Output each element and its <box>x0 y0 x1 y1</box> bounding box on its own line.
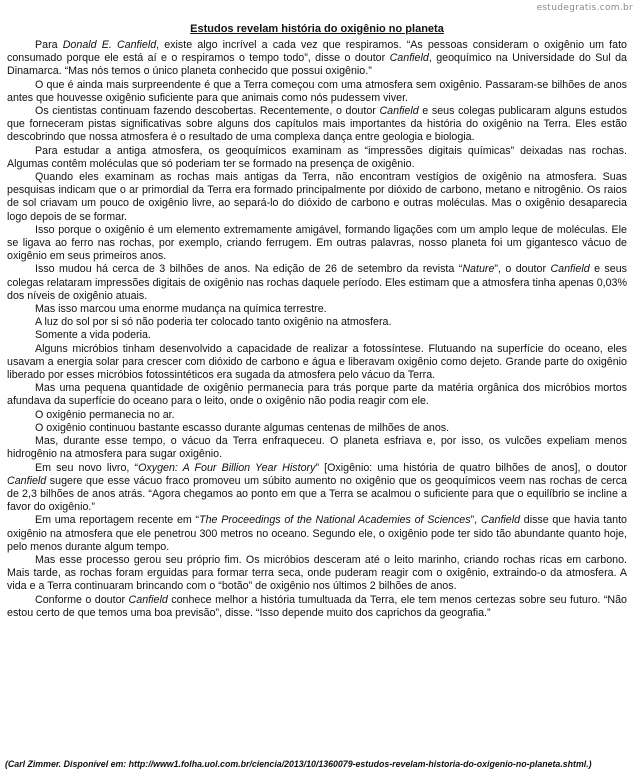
text-run: Em uma reportagem recente em “ <box>35 514 200 527</box>
article <box>7 22 627 620</box>
source-citation: (Carl Zimmer. Disponível em: http://www1.folha.uol.com.br/ciencia/2013/10/1360079-estudos-revelam-historia-do-oxigenio-no-planeta.shtml.) <box>5 759 592 769</box>
text-run: Isso porque o oxigênio é um elemento extremamente amigável, formando ligações com um amplo leque de moléculas. Ele se ligava ao ferro nas rochas, por exemplo, criando ferrugem. Em outras palavras, nosso planeta foi um gigantesco vácuo de oxigênio em seus primeiros anos. <box>7 223 627 263</box>
italic-run: Canfield <box>7 474 47 487</box>
text-run: Para estudar a antiga atmosfera, os geoquímicos examinam as “impressões digitais químicas” deixadas nas rochas. Algumas contêm moléculas que só poderiam ter se formado na presença de oxigênio. <box>7 144 627 170</box>
paragraph <box>7 343 627 383</box>
text-run: conhece melhor a história tumultuada da Terra, ele tem menos certezas sobre seu futuro. “Não estou certo de que temos uma boa previsão”, disse. “Isso depende muito dos caprichos da geografia.” <box>7 593 627 619</box>
italic-run: Canfield <box>480 514 521 527</box>
text-run: Para <box>35 39 63 51</box>
text-run: A luz do sol por si só não poderia ter colocado tanto oxigênio na atmosfera. <box>35 316 392 329</box>
text-run: , existe algo incrível a cada vez que respiramos. “As pessoas consideram o oxigênio um fato consumado porque ele está aí e o respiramos o tempo todo”, disse o doutor <box>7 39 628 65</box>
italic-run: Oxygen: A Four Billion Year History <box>138 461 316 474</box>
text-run: Os cientistas continuam fazendo descobertas. Recentemente, o doutor <box>35 105 380 118</box>
italic-run: Canfield <box>550 263 590 276</box>
paragraph <box>7 382 627 408</box>
italic-run: Canfield <box>379 105 419 118</box>
text-run: O oxigênio permanecia no ar. <box>35 408 175 421</box>
text-run: O oxigênio continuou bastante escasso durante algumas centenas de milhões de anos. <box>35 421 450 434</box>
text-run: Alguns micróbios tinham desenvolvido a capacidade de realizar a fotossíntese. Flutuando na superfície do oceano, eles usavam a energia solar para crescer com dióxido de carbono e água e liberavam oxigênio como dejeto. Grande parte do oxigênio liberado por esses micróbios fotossintéticos era sugada da atmosfera pelo vácuo da Terra. <box>7 342 627 382</box>
paragraph <box>7 105 627 145</box>
italic-run: Nature <box>462 263 495 276</box>
text-run: Conforme o doutor <box>35 593 129 606</box>
paragraph <box>7 409 627 422</box>
text-run: disse que havia tanto oxigênio na atmosfera que ele penetrou 300 metros no oceano. Segundo ele, o oxigênio pode ter sido tão abundante quanto hoje, pelo menos durante algum tempo. <box>7 514 627 553</box>
paragraph <box>7 39 627 79</box>
paragraph <box>7 329 627 342</box>
paragraph <box>7 263 627 303</box>
paragraph <box>7 303 627 316</box>
paragraph <box>7 594 627 620</box>
paragraph <box>7 422 627 435</box>
article-body <box>7 39 627 620</box>
article-title: Estudos revelam história do oxigênio no planeta <box>190 23 444 35</box>
text-run: O que é ainda mais surpreendente é que a Terra começou com uma atmosfera sem oxigênio. Passaram-se bilhões de anos antes que houvesse oxigênio suficiente para que animais como nós pudessem viver. <box>7 78 627 104</box>
text-run: , geoquímico na Universidade do Sul da Dinamarca. “Mas nós temos o único planeta conhecido que possui oxigênio.” <box>7 52 627 78</box>
paragraph <box>7 435 627 461</box>
italic-run: Donald E. Canfield <box>62 39 157 51</box>
italic-run: The Proceedings of the National Academies of Sciences <box>199 514 471 527</box>
text-run: ” [Oxigênio: uma história de quatro bilhões de anos], o doutor <box>315 461 627 474</box>
italic-run: Canfield <box>389 52 429 65</box>
paragraph <box>7 171 627 224</box>
text-run: Mas esse processo gerou seu próprio fim. Os micróbios desceram até o leito marinho, criando rochas ricas em carbono. Mais tarde, as rochas foram erguidas para formar terra seca, onde puderam reagir com o oxigênio, extraindo-o da atmosfera. A vida e a Terra continuaram brincando com o “botão” de oxigênio nos últimos 2 bilhões de anos. <box>7 553 627 593</box>
paragraph <box>7 554 627 594</box>
text-run: Em seu novo livro, “ <box>35 461 139 474</box>
paragraph <box>7 316 627 329</box>
text-run: Somente a vida poderia. <box>35 329 151 342</box>
paragraph <box>7 514 627 554</box>
text-run: e seus colegas relataram impressões digitais de oxigênio nas rochas daquele período. Eles estimam que a atmosfera tinha apenas 0,03% dos níveis de oxigênio atuais. <box>7 263 627 302</box>
text-run: Quando eles examinam as rochas mais antigas da Terra, não encontram vestígios de oxigênio na atmosfera. Suas pesquisas indicam que o ar primordial da Terra era formado principalmente por dióxido de carbono, metano e nitrogênio. Os raios de sol criavam um pouco de oxigênio livre, ao separá-lo do dióxido de carbono e outras moléculas. Mas o oxigênio desaparecia logo depois de se formar. <box>7 171 627 223</box>
text-run: Isso mudou há cerca de 3 bilhões de anos. Na edição de 26 de setembro da revista “ <box>35 263 463 276</box>
text-run: ”, <box>470 514 481 527</box>
paragraph <box>7 462 627 515</box>
text-run: Mas uma pequena quantidade de oxigênio permanecia para trás porque parte da matéria orgânica dos micróbios mortos afundava da superfície do oceano para o leito, onde o oxigênio não podia reagir com ele. <box>7 382 627 408</box>
paragraph <box>7 145 627 171</box>
text-run: Mas isso marcou uma enorme mudança na química terrestre. <box>35 303 327 316</box>
italic-run: Canfield <box>128 593 168 606</box>
text-run: sugere que esse vácuo fraco promoveu um súbito aumento no oxigênio que os geoquímicos veem nas rochas de cerca de 2,3 bilhões de anos atrás. “Agora chegamos ao ponto em que a Terra se acalmou o suficiente para que o equilíbrio se incline a favor do oxigênio.” <box>7 474 627 514</box>
text-run: ”, o doutor <box>494 263 551 276</box>
text-run: e seus colegas publicaram alguns estudos que forneceram pistas significativas sobre alguns dos capítulos mais importantes da história do oxigênio na Terra. Eles estão descobrindo que nossa atmosfera é o resultado de uma complexa dança entre geologia e biologia. <box>7 105 627 144</box>
watermark: estudegratis.com.br <box>536 3 633 13</box>
paragraph <box>7 224 627 264</box>
paragraph <box>7 79 627 105</box>
text-run: Mas, durante esse tempo, o vácuo da Terra enfraqueceu. O planeta esfriava e, por isso, os vulcões expeliam menos hidrogênio na atmosfera para sugar oxigênio. <box>7 435 627 461</box>
